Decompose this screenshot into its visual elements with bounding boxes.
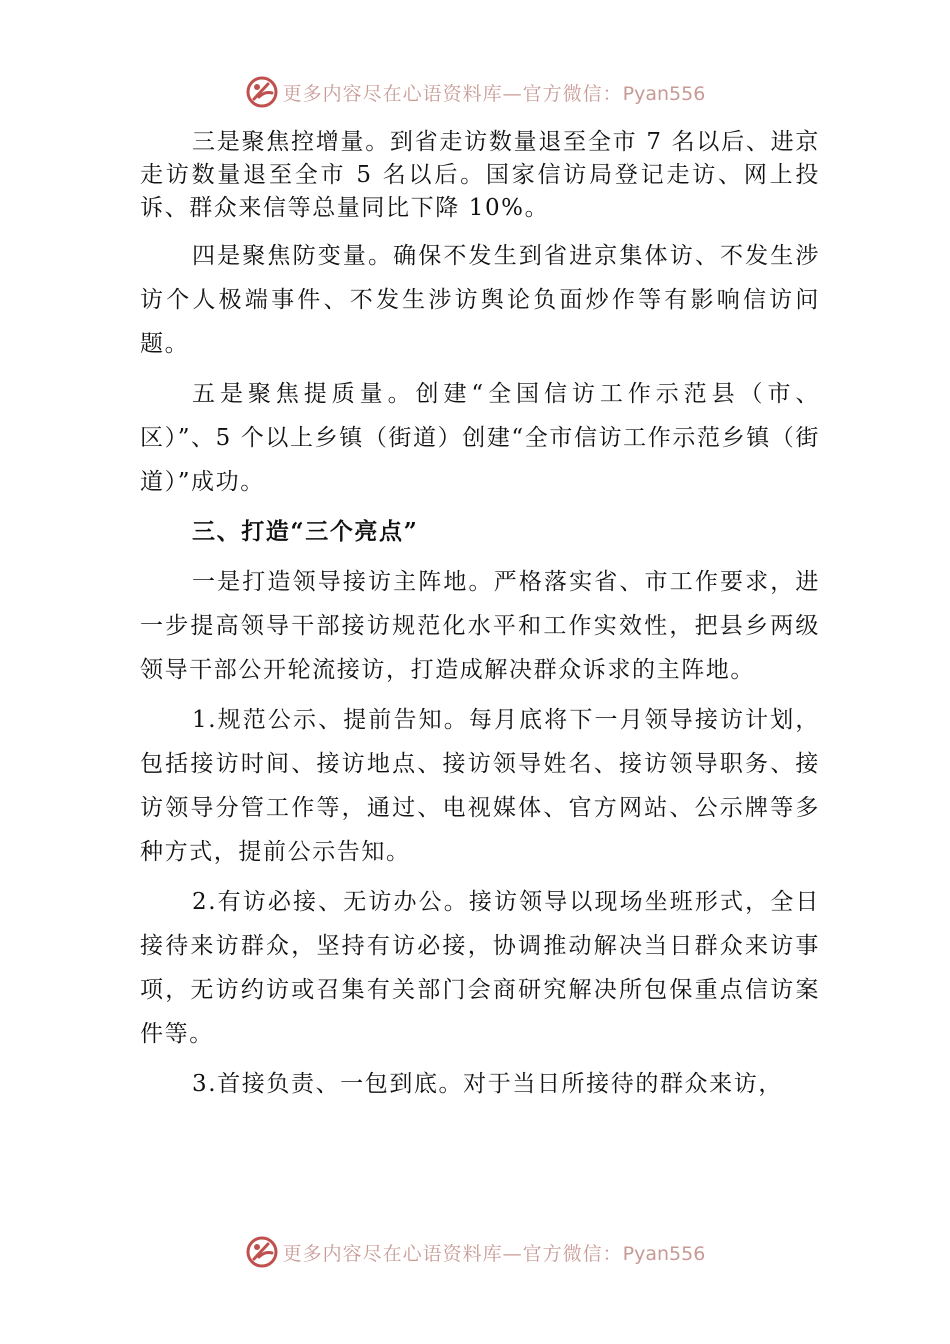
paragraph-item-2: 2.有访必接、无访办公。接访领导以现场坐班形式，全日接待来访群众，坚持有访必接，协调推动解决当日群众来访事项，无访约访或召集有关部门会商研究解决所包保重点信访案件等。 bbox=[140, 889, 820, 1047]
watermark-banner-bottom bbox=[0, 1232, 950, 1272]
paragraph-item-1: 1.规范公示、提前告知。每月底将下一月领导接访计划，包括接访时间、接访地点、接访领导姓名、接访领导职务、接访领导分管工作等，通过、电视媒体、官方网站、公示牌等多种方式，提前公示告知。 bbox=[140, 707, 820, 865]
paragraph-control-increment: 三是聚焦控增量。到省走访数量退至全市 7 名以后、进京走访数量退至全市 5 名以后。国家信访局登记走访、网上投诉、群众来信等总量同比下降 10%。 bbox=[140, 129, 820, 221]
paragraph-item-3: 3.首接负责、一包到底。对于当日所接待的群众来访， bbox=[192, 1071, 783, 1097]
logo-icon bbox=[245, 1235, 279, 1269]
watermark-banner-top bbox=[0, 72, 950, 112]
document-body bbox=[140, 126, 820, 1112]
paragraph-prevent-change: 四是聚焦防变量。确保不发生到省进京集体访、不发生涉访个人极端事件、不发生涉访舆论负面炒作等有影响信访问题。 bbox=[140, 243, 820, 357]
paragraph-improve-quality: 五是聚焦提质量。创建“全国信访工作示范县（市、区）”、5 个以上乡镇（街道）创建“全市信访工作示范乡镇（街道）”成功。 bbox=[140, 381, 820, 495]
paragraph-leader-reception: 一是打造领导接访主阵地。严格落实省、市工作要求，进一步提高领导干部接访规范化水平和工作实效性，把县乡两级领导干部公开轮流接访，打造成解决群众诉求的主阵地。 bbox=[140, 569, 820, 683]
watermark-text: 更多内容尽在心语资料库—官方微信：Pyan556 bbox=[282, 1242, 706, 1265]
watermark-text: 更多内容尽在心语资料库—官方微信：Pyan556 bbox=[282, 82, 706, 105]
section-heading: 三、打造“三个亮点” bbox=[192, 518, 419, 545]
logo-icon bbox=[245, 75, 279, 109]
